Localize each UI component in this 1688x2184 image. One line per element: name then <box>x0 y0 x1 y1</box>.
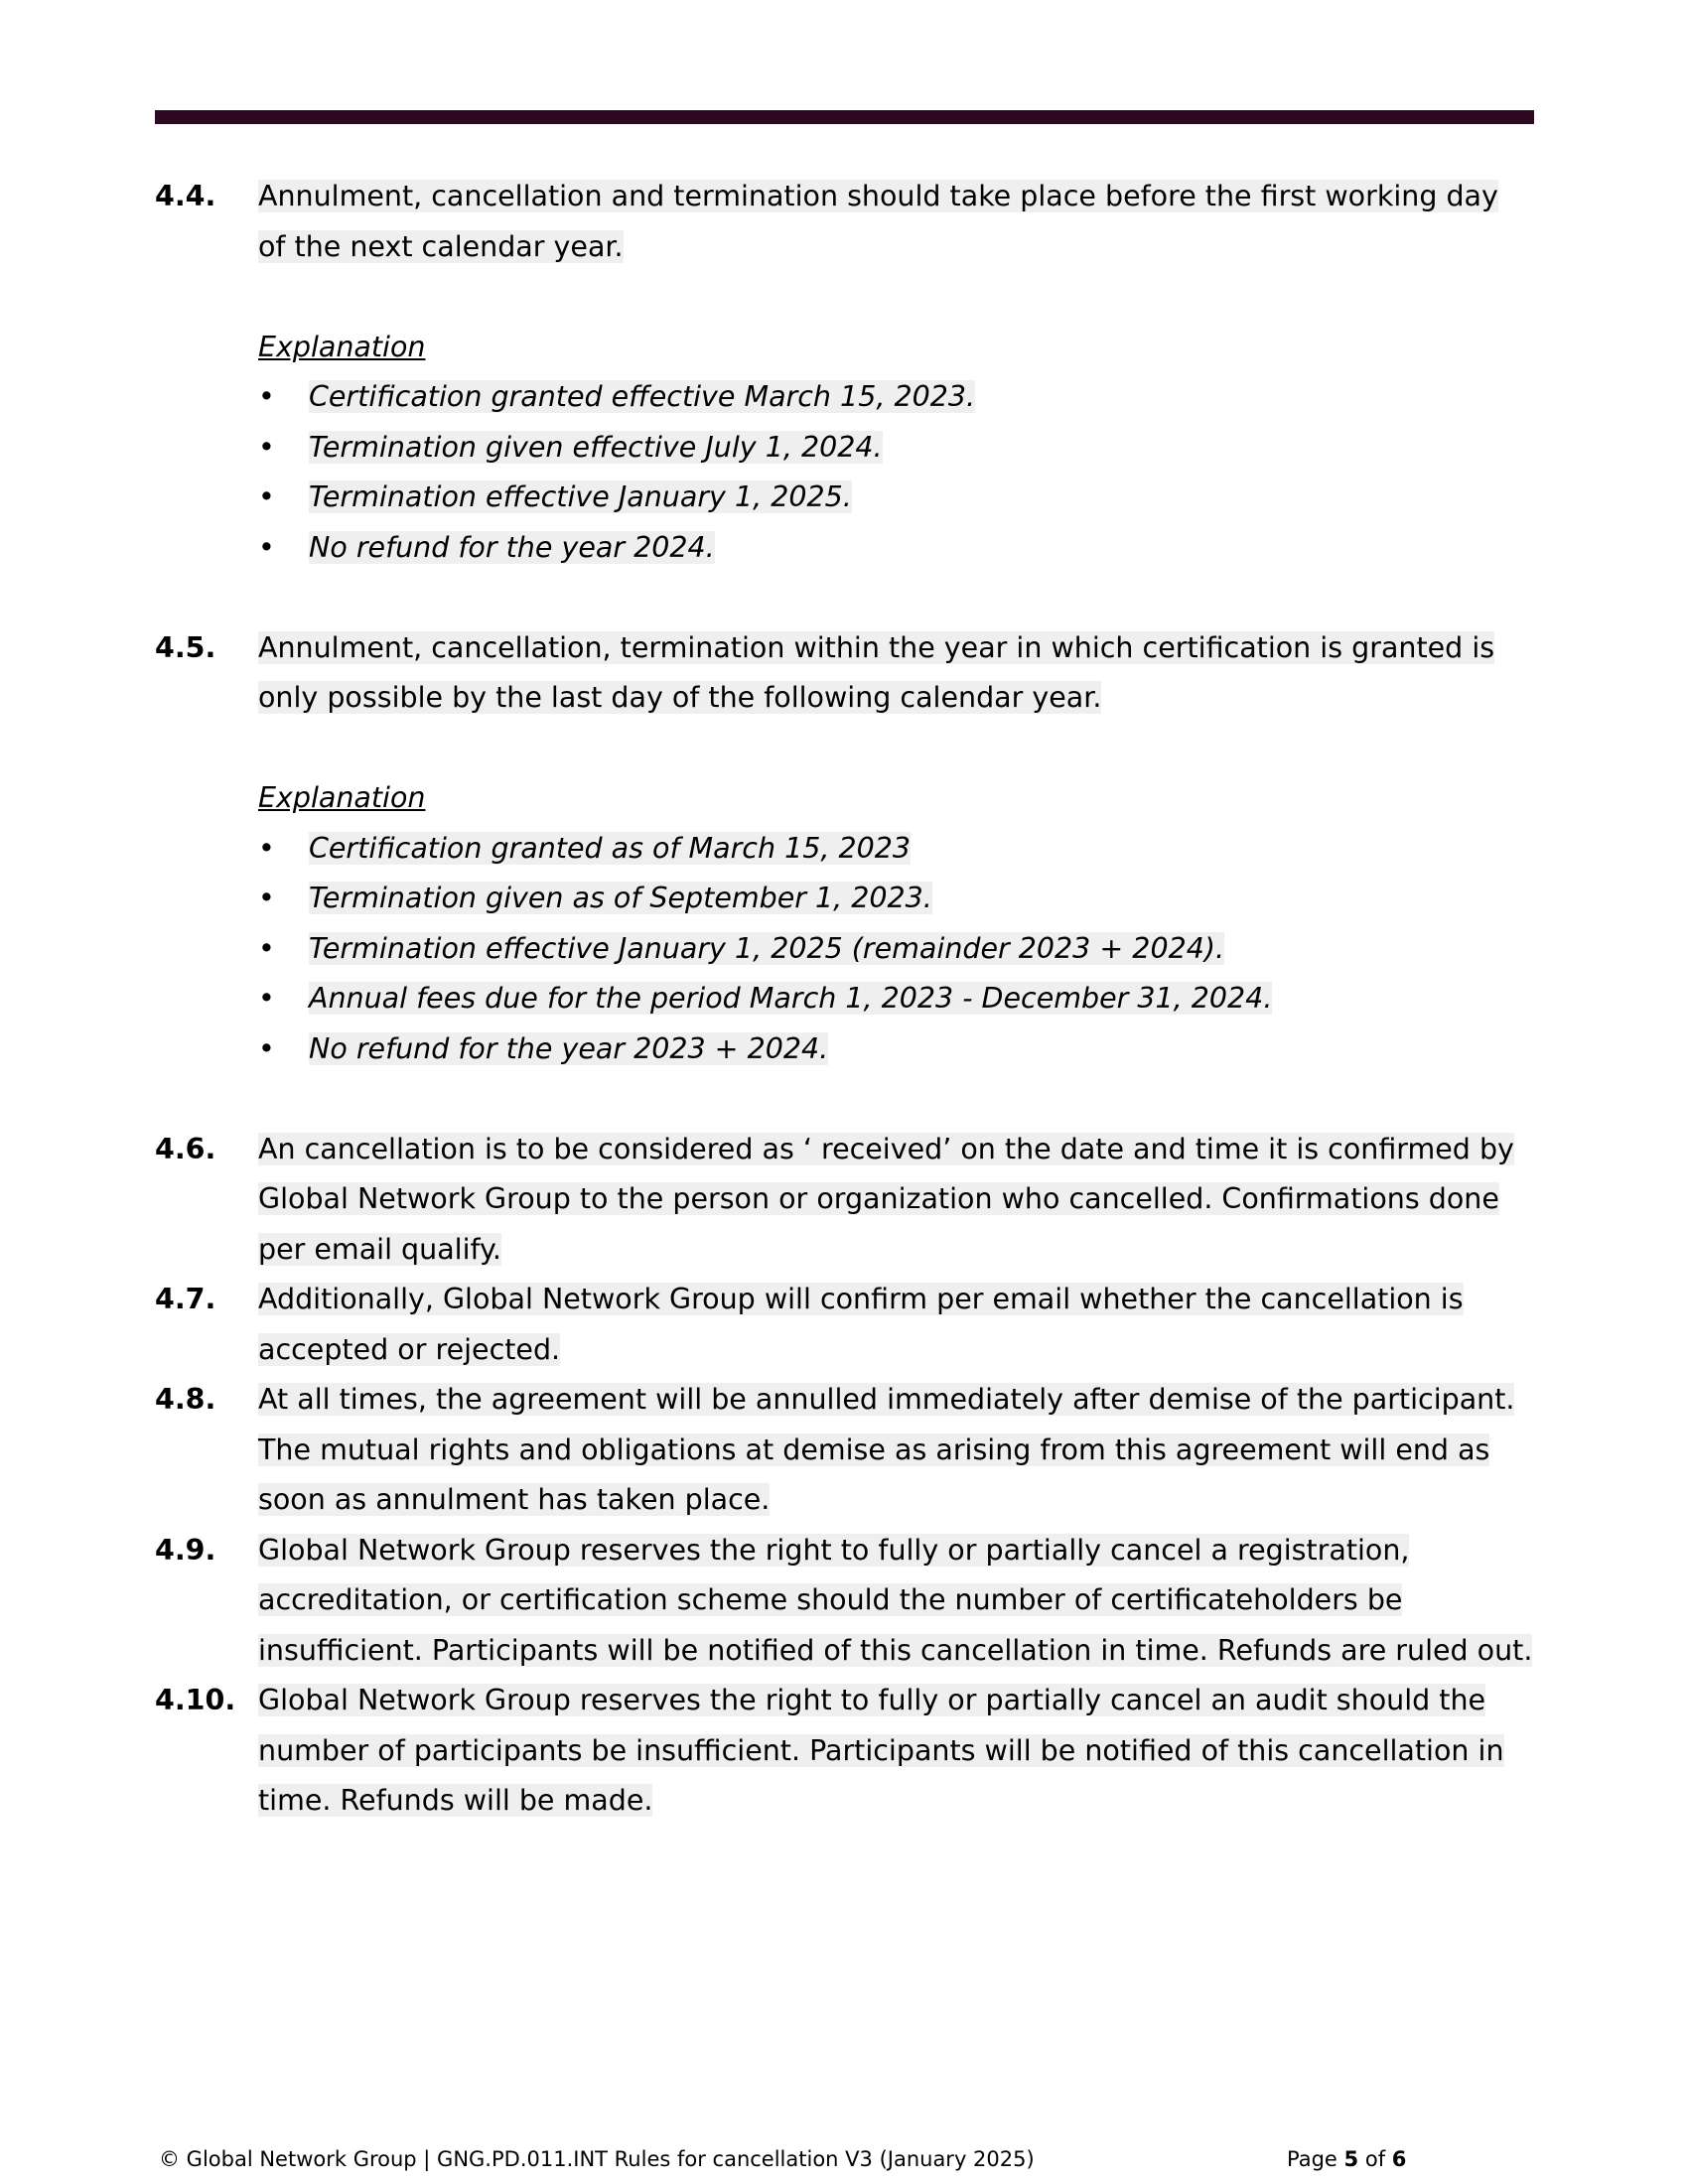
total-pages: 6 <box>1391 2147 1407 2171</box>
clause-4-10 <box>155 1676 1534 1827</box>
page-footer <box>159 2146 1529 2172</box>
clause-text: Global Network Group reserves the right to fully or partially cancel a registration, accreditation, or certification scheme should the number of certificateholders be insufficient. Participants will be notified of this cancellation in time. Refunds are ruled out. <box>258 1533 1533 1667</box>
clause-number: 4.5. <box>155 630 216 664</box>
clause-4-9 <box>155 1526 1534 1677</box>
explanation-heading: Explanation <box>258 330 426 363</box>
clause-4-4 <box>155 172 1534 272</box>
clause-number: 4.10. <box>155 1684 236 1716</box>
explanation-list <box>258 372 1534 573</box>
clause-text: An cancellation is to be considered as ‘ received’ on the date and time it is confirmed by Global Network Group to the person or organization who cancelled. Confirmations done per email qualify. <box>258 1132 1514 1266</box>
list-item: • Certification granted effective March 15, 2023. <box>258 372 1534 423</box>
spacer <box>155 724 1534 774</box>
clause-number: 4.6. <box>155 1132 216 1165</box>
page-number: Page 5 of 6 <box>1287 2147 1407 2171</box>
clause-text: Annulment, cancellation, termination within the year in which certification is granted is only possible by the last day of the following calendar year. <box>258 630 1495 714</box>
document-body <box>155 172 1534 1827</box>
spacer <box>155 272 1534 323</box>
list-item: • No refund for the year 2024. <box>258 523 1534 574</box>
clause-4-6 <box>155 1125 1534 1276</box>
clause-number: 4.9. <box>155 1533 216 1567</box>
clause-number: 4.7. <box>155 1283 216 1315</box>
explanation-4-5 <box>155 773 1534 1074</box>
clause-4-7 <box>155 1275 1534 1375</box>
spacer <box>155 573 1534 623</box>
clause-text: Annulment, cancellation and termination should take place before the first working day of the next calendar year. <box>258 180 1498 263</box>
explanation-list <box>258 824 1534 1075</box>
spacer <box>155 1074 1534 1125</box>
list-item: • No refund for the year 2023 + 2024. <box>258 1024 1534 1075</box>
list-item: • Annual fees due for the period March 1, 2023 - December 31, 2024. <box>258 974 1534 1024</box>
footer-copyright: © Global Network Group | GNG.PD.011.INT Rules for cancellation V3 (January 2025) <box>159 2147 1035 2171</box>
explanation-heading: Explanation <box>258 781 426 814</box>
list-item: • Termination effective January 1, 2025. <box>258 473 1534 523</box>
clause-number: 4.8. <box>155 1383 216 1416</box>
clause-number: 4.4. <box>155 180 216 212</box>
clause-4-5 <box>155 623 1534 724</box>
list-item: • Termination given effective July 1, 2024. <box>258 423 1534 474</box>
clause-4-8 <box>155 1375 1534 1526</box>
list-item: • Termination given as of September 1, 2023. <box>258 874 1534 924</box>
current-page: 5 <box>1343 2147 1359 2171</box>
clause-text: Additionally, Global Network Group will confirm per email whether the cancellation is accepted or rejected. <box>258 1283 1464 1366</box>
list-item: • Termination effective January 1, 2025 (remainder 2023 + 2024). <box>258 924 1534 975</box>
clause-text: Global Network Group reserves the right to fully or partially cancel an audit should the number of participants be insufficient. Participants will be notified of this cancellation in time. Refunds will be made. <box>258 1684 1504 1817</box>
explanation-4-4 <box>155 323 1534 574</box>
list-item: • Certification granted as of March 15, 2023 <box>258 824 1534 875</box>
clause-text: At all times, the agreement will be annulled immediately after demise of the participant. The mutual rights and obligations at demise as arising from this agreement will end as soon as annulment has taken place. <box>258 1383 1515 1516</box>
header-rule <box>155 110 1534 124</box>
